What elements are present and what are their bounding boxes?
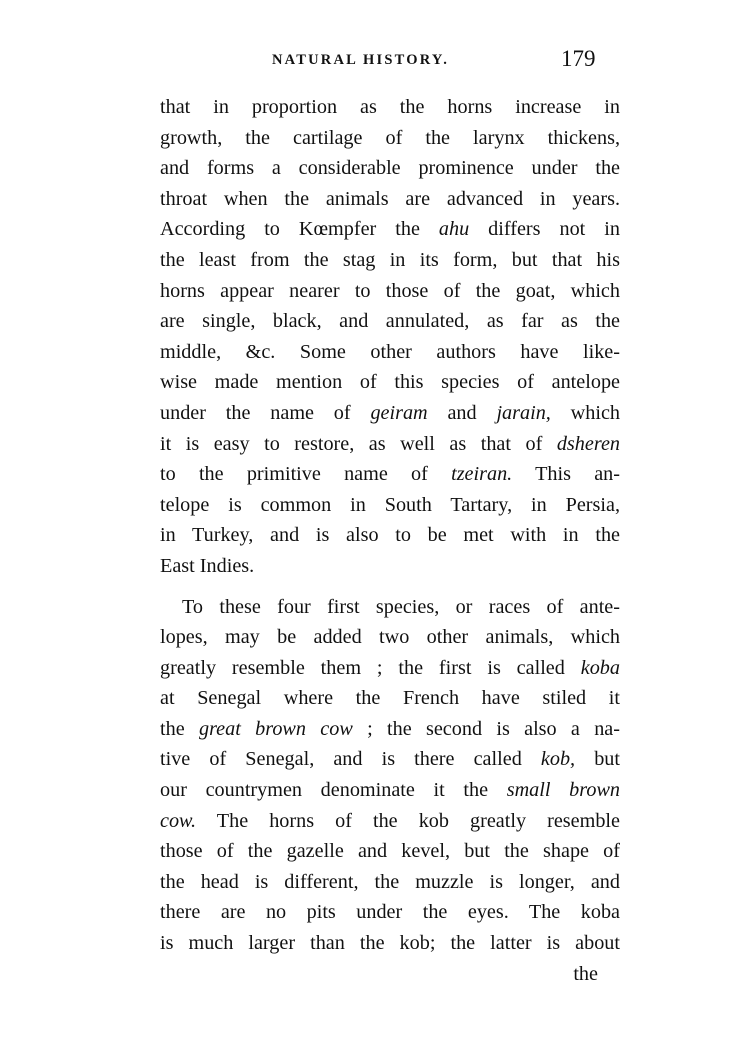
paragraph [160,592,620,959]
text-line: the great brown cow ; the second is also a na- [160,717,620,740]
text-line: East Indies. [160,554,255,577]
italic-term: small brown [506,779,620,802]
text-line: there are no pits under the eyes. The koba [160,901,620,924]
text-line: to the primitive name of tzeiran. This an- [160,463,620,486]
text-line: According to Kœmpfer the ahu differs not in [160,218,620,241]
text-line: that in proportion as the horns increase in [160,96,620,118]
italic-term: dsheren [556,432,620,455]
text-line: greatly resemble them ; the first is called koba [160,656,620,679]
text-line: those of the gazelle and kevel, but the shape of [160,840,620,863]
text-line: throat when the animals are advanced in years. [160,187,620,210]
italic-term: ahu [438,218,470,241]
text-line: and forms a considerable prominence under the [160,157,620,180]
italic-term: great brown cow [198,717,353,740]
text-line: our countrymen denominate it the small brown [160,779,620,802]
text-line: under the name of geiram and jarain, which [160,401,620,424]
page-number: 179 [561,46,596,71]
text-line: To these four first species, or races of ante- [182,595,620,618]
text-line: the least from the stag in its form, but that his [160,248,620,271]
text-line: at Senegal where the French have stiled it [160,687,620,710]
text-line: telope is common in South Tartary, in Persia, [160,493,620,516]
italic-term: cow. [160,809,197,832]
text-line: growth, the cartilage of the larynx thickens, [160,126,620,149]
text-line: the head is different, the muzzle is longer, and [160,870,620,893]
text-line: wise made mention of this species of antelope [160,371,620,394]
italic-term: tzeiran. [451,463,513,486]
text-line: horns appear nearer to those of the goat, which [160,279,620,302]
running-head: NATURAL HISTORY. [272,52,450,68]
paragraph-gap [160,582,620,592]
paragraph [160,92,620,582]
catchword: the [573,962,598,985]
text-line: in Turkey, and is also to be met with in the [160,524,620,547]
italic-term: kob, [540,748,576,771]
text-line: are single, black, and annulated, as far as the [160,310,620,333]
text-line: cow. The horns of the kob greatly resemble [160,809,620,832]
text-line: middle, &c. Some other authors have like- [160,340,620,363]
text-line: is much larger than the kob; the latter is about [160,932,620,955]
italic-term: koba [580,656,620,679]
text-line: lopes, may be added two other animals, which [160,626,620,649]
italic-term: geiram [370,401,428,424]
body-text [160,92,620,989]
text-line: tive of Senegal, and is there called kob, but [160,748,620,771]
italic-term: jarain, [496,401,551,424]
text-line: it is easy to restore, as well as that of dsheren [160,432,620,455]
